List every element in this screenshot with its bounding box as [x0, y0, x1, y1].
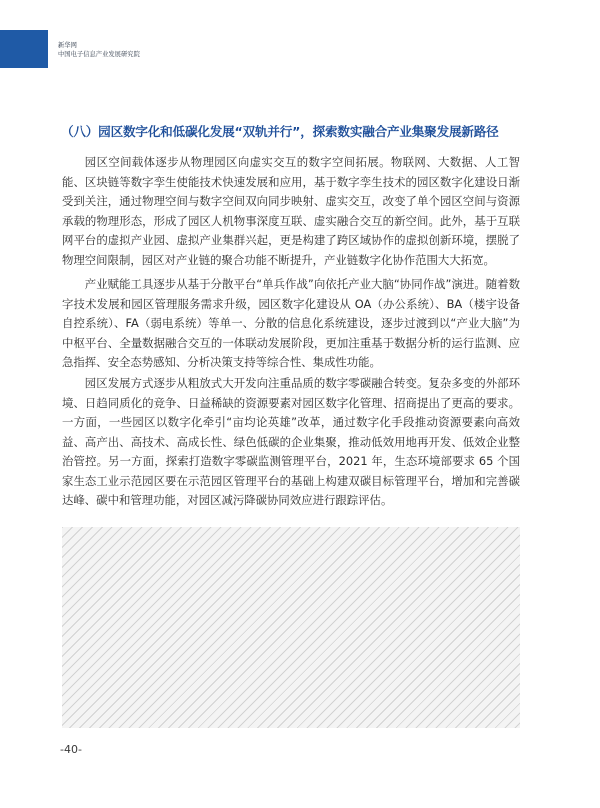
publisher-name: 新华网 — [58, 42, 77, 49]
image-placeholder — [62, 527, 520, 728]
header-accent-bar — [0, 30, 48, 68]
section-heading: （八）园区数字化和低碳化发展“双轨并行”，探索数实融合产业集聚发展新路径 — [61, 124, 499, 139]
publisher-header — [58, 41, 140, 59]
body-paragraph: 产业赋能工具逐步从基于分散平台“单兵作战”向依托产业大脑“协同作战”演进。随着数字技术发展和园区管理服务需求升级，园区数字化建设从 OA（办公系统）、BA（楼宇设备自控系统）、FA（弱电系统）等单一、分散的信息化系统建设，逐步过渡到以“产业大脑”为中枢平台、全量数据融合交互的一体联动发展阶段，更加注重基于数据分析的运行监测、应急指挥、安全态势感知、分析决策支持等综合性、集成性功能。 — [62, 277, 520, 369]
body-paragraph: 园区空间载体逐步从物理园区向虚实交互的数字空间拓展。物联网、大数据、人工智能、区块链等数字孪生使能技术快速发展和应用，基于数字孪生技术的园区数字化建设日渐受到关注，通过物理空间与数字空间双向同步映射、虚实交互，改变了单个园区空间与资源承载的物理形态，形成了园区人机物事深度互联、虚实融合交互的新空间。此外，基于互联网平台的虚拟产业园、虚拟产业集群兴起，更是构建了跨区域协作的虚拟创新环境，摆脱了物理空间限制，园区对产业链的聚合功能不断提升，产业链数字化协作范围大大拓宽。 — [62, 155, 520, 267]
institute-name: 中国电子信息产业发展研究院 — [58, 51, 140, 58]
body-paragraph: 园区发展方式逐步从粗放式大开发向注重品质的数字零碳融合转变。复杂多变的外部环境、日趋同质化的竞争、日益稀缺的资源要素对园区数字化管理、招商提出了更高的要求。一方面，一些园区以数字化牵引“亩均论英雄”改革，通过数字化手段推动资源要素向高效益、高产出、高技术、高成长性、绿色低碳的企业集聚，推动低效用地再开发、低效企业整治管控。另一方面，探索打造数字零碳监测管理平台，2021 年，生态环境部要求 65 个国家生态工业示范园区要在示范园区管理平台的基础上构建双碳目标管理平台，增加和完善碳达峰、碳中和管理功能，对园区减污降碳协同效应进行跟踪评估。 — [62, 376, 520, 507]
page-number: -40- — [60, 743, 82, 756]
